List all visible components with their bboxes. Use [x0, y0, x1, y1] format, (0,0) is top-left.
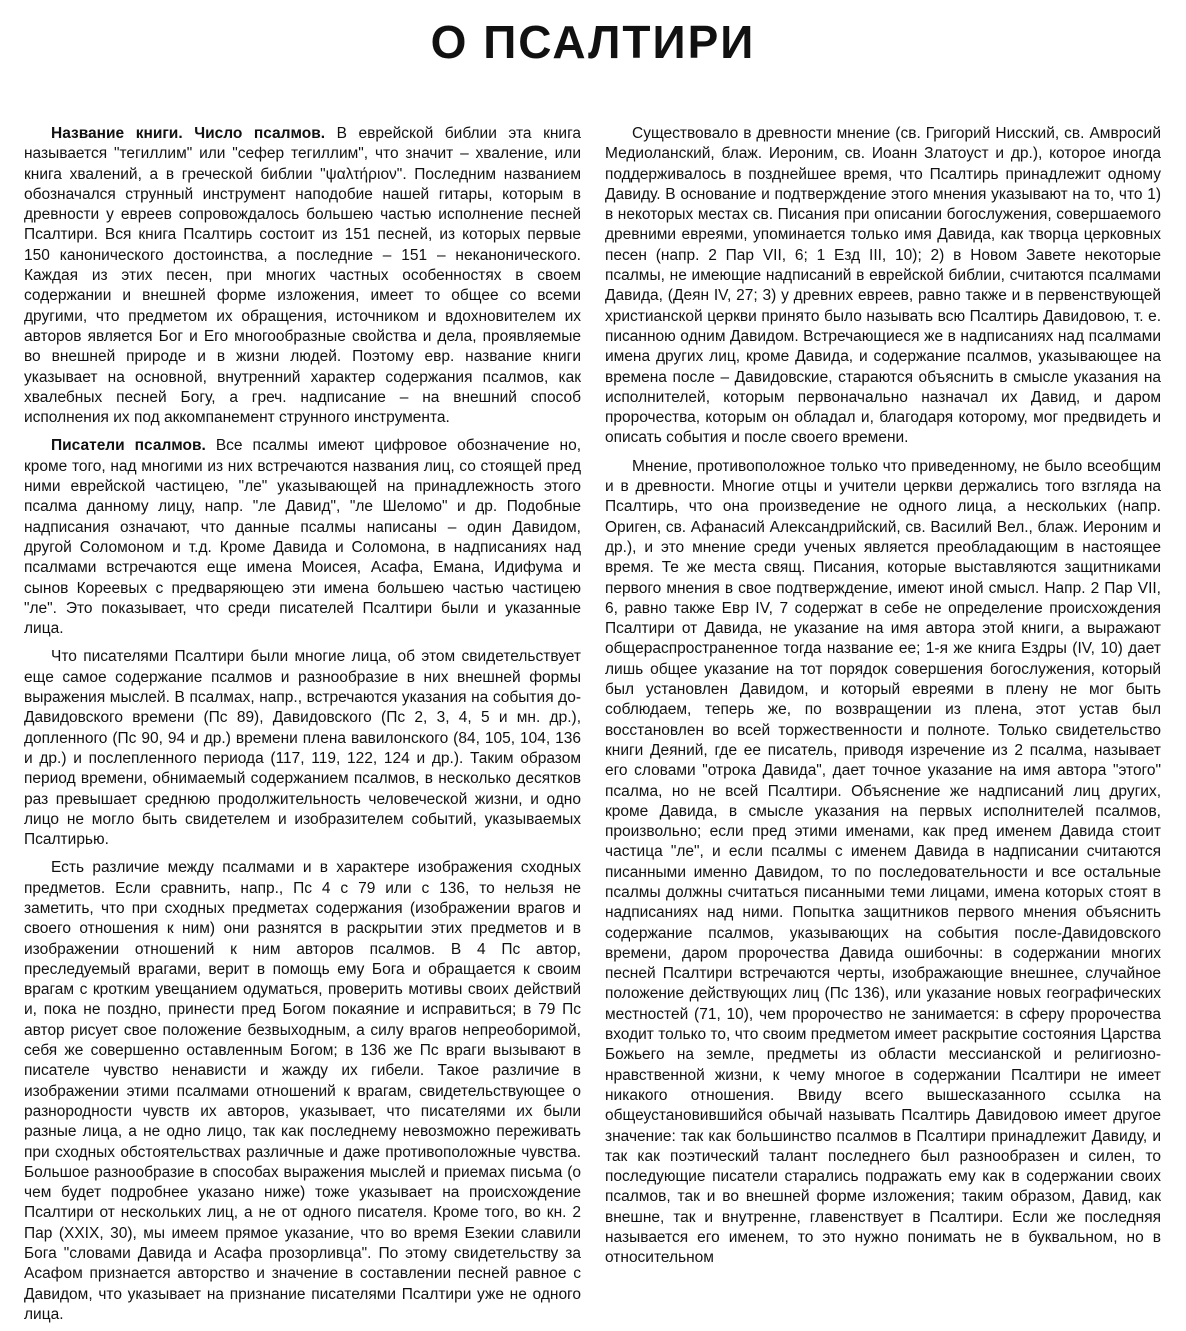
paragraph: [24, 436, 581, 639]
section-heading: Название книги. Число псалмов.: [51, 125, 326, 142]
left-column: [24, 124, 581, 1325]
paragraph-text: Что писателями Псалтири были многие лица, об этом свидетельствует еще самое содержание псалмов и разнообразие в них внешней формы выражения мыслей. В псалмах, напр., встречаются указания на события до-Давидовского времени (Пс 89), Давидовского (Пс 2, 3, 4, 5 и мн. др.), допленного (Пс 90, 94 и др.) времени плена вавилонского (84, 105, 104, 136 и др.) и послепленного периода (117, 119, 122, 124 и др.). Таким образом период времени, обнимаемый содержанием псалмов, в несколько десятков раз превышает среднюю продолжительность человеческой жизни, и одно лицо не могло быть свидетелем и изобразителем событий, указываемых Псалтирью.: [24, 648, 581, 849]
paragraph-text: Есть различие между псалмами и в характере изображения сходных предметов. Если сравнить, напр., Пс 4 с 79 или с 136, то нельзя не заметить, что при сходных предметах содержания (изображении врагов и своего отношения к ним) они разнятся в раскрытии этих предметов и в изображении отношений к ним авторов псалмов. В 4 Пс автор, преследуемый врагами, верит в помощь ему Бога и обращается к своим врагам с кротким увещанием одуматься, проверить мотивы своих действий и, пока не поздно, принести пред Богом покаяние и исправиться; в 79 Пс автор рисует свое положение безвыходным, а силу врагов непреоборимой, себя же совершенно оставленным Богом; в 136 же Пс враги вызывают в писателе чувство ненависти и жажду их гибели. Такое различие в изображении этими псалмами отношений к врагам, свидетельствующее о разнородности чувств их авторов, указывает, что писателями их были разные лица, а не одно лицо, так как последнему невозможно переживать при сходных обстоятельствах различные и даже противоположные чувства. Большое разнообразие в способах выражения мыслей и приемах письма (о чем будет подробнее указано ниже) тоже указывает на происхождение Псалтири от нескольких лиц, а не от одного писателя. Кроме того, во кн. 2 Пар (XXIX, 30), мы имеем прямое указание, что во время Езекии славили Бога "словами Давида и Асафа прозорливца". По этому свидетельству за Асафом признается авторство и значение в составлении песней равное с Давидом, что указывает на признание писателями Псалтири уже не одного лица.: [24, 859, 581, 1323]
paragraph: [605, 124, 1161, 449]
paragraph-text: Существовало в древности мнение (св. Григорий Нисский, св. Амвросий Медиоланский, блаж. Иероним, св. Иоанн Златоуст и др.), которое иногда поддерживалось в позднейшее время, что Псалтирь принадлежит одному Давиду. В основание и подтверждение этого мнения указывают на то, что 1) в некоторых местах св. Писания при описании богослужения, совершаемого древними евреями, упоминается только имя Давида, как творца церковных песен (напр. 2 Пар VII, 6; 1 Езд III, 10); 2) в Новом Завете некоторые псалмы, не имеющие надписаний в еврейской библии, считаются псалмами Давида, (Деян IV, 27; 3) у древних евреев, равно также и в первенствующей христианской церкви принято было называть всю Псалтирь Давидовою, т. е. писанною одним Давидом. Встречающиеся же в надписаниях над псалмами имена других лиц, кроме Давида, и содержание псалмов, указывающее на времена после – Давидовские, стараются объяснить в смысле указания на исполнителей, которым первоначально назначал их Давид, и даром пророчества, которым он обладал и, благодаря которому, мог предвидеть и описать события и после своего времени.: [605, 125, 1161, 447]
paragraph: [24, 124, 581, 428]
paragraph: [24, 858, 581, 1325]
paragraph: [605, 457, 1161, 1269]
paragraph-text: В еврейской библии эта книга называется "тегиллим" или "сефер тегиллим", что значит – хваление, или книга хвалений, а в греческой библии "ψαλτήριον". Последним названием обозначался струнный инструмент наподобие нашей гитары, которым в древности у евреев сопровождалось большею частью исполнение песней Псалтири. Вся книга Псалтирь состоит из 151 песней, из которых первые 150 канонического достоинства, а последние – 151 – неканонического. Каждая из этих песен, при многих частных особенностях в своем содержании и внешней форме изложения, имеет то общее со всеми другими, что предметом их обращения, источником и вдохновителем их авторов является Бог и Его многообразные свойства и дела, проявляемые во внешней природе и в жизни людей. Поэтому евр. название книги указывает на основной, внутренний характер содержания псалмов, как хвалебных песней Богу, а греч. надписание – на внешний способ исполнения их под аккомпанемент струнного инструмента.: [24, 125, 582, 427]
section-heading: Писатели псалмов.: [51, 437, 206, 455]
right-column: [605, 124, 1161, 1269]
paragraph-text: Все псалмы имеют цифровое обозначение но, кроме того, над многими из них встречаются названия лиц, со стоящей пред ними еврейской частицею, "ле" указывающей на принадлежность этого псалма данному лицу, напр. "ле Давид", "ле Шеломо" и др. Подобные надписания означают, что данные псалмы написаны – один Давидом, другой Соломоном и т.д. Кроме Давида и Соломона, в надписаниях над псалмами встречаются еще имена Моисея, Асафа, Емана, Идифума и сынов Кореевых с предваряющею эти имена большею частью частицею "ле". Это показывает, что среди писателей Псалтири были и указанные лица.: [24, 437, 581, 638]
paragraph-text: Мнение, противоположное только что приведенному, не было всеобщим и в древности. Многие отцы и учители церкви держались того взгляда на Псалтирь, что она произведение не одного лица, а нескольких (напр. Ориген, св. Афанасий Александрийский, св. Василий Вел., блаж. Иероним и др.), и это мнение среди ученых является преобладающим в настоящее время. Те же места свящ. Писания, которые выставляются защитниками первого мнения в свое подтверждение, имеют иной смысл. Напр. 2 Пар VII, 6, равно также Евр IV, 7 содержат в себе не определение происхождения Псалтири от Давида, не указание на имя автора этой книги, а выражают общераспространенное тогда название ее; 1-я же книга Ездры (IV, 10) дает лишь общее указание на тот порядок совершения богослужения, который был установлен Давидом, и который евреями в плену не мог быть соблюдаем, теперь же, по возвращении из плена, этот устав был восстановлен во всей торжественности и полноте. Только свидетельство книги Деяний, где ее писатель, приводя изречение из 2 псалма, называет его словами "отрока Давида", дает точное указание на имя автора "этого" псалма, но не всей Псалтири. Объяснение же надписаний лиц других, кроме Давида, в смысле указания на первых исполнителей псалмов, произвольно; если пред этими именами, как пред именем Давида стоит частица "ле", и если псалмы с именем Давида в надписании считаются писанными именно Давидом, то по последовательности и все остальные псалмы должны считаться писанными теми лицами, имена которых стоят в надписаниях над ними. Попытка защитников первого мнения объяснить содержание псалмов, указывающих на события после-Давидовского времени, даром пророчества Давида ошибочны: в содержании многих песней Псалтири встречаются черты, изображающие внешнее, случайное положение действующих лиц (Пс 136), или указание новых географических местностей (71, 10), чем пророчество не занимается: в сферу пророчества входит только то, что своим предметом имеет раскрытие состояния Царства Божьего на земле, предметы из области мессианской и религиозно-нравственной жизни, к чему многое в содержании Псалтири не имеет никакого отношения. Ввиду всего вышесказанного ссылка на общеустановившийся обычай называть Псалтирь Давидовою имеет другое значение: так как большинство псалмов в Псалтири принадлежит Давиду, и так как поэтический талант последнего был разнообразен и силен, то последующие писатели старались подражать ему как в содержании своих псалмов, так и во внешней форме изложения; таким образом, Давид, как внешне, так и внутренне, главенствует в Псалтири. Если же последняя называется его именем, то это нужно понимать не в буквальном, но в относительном: [605, 457, 1161, 1267]
paragraph: [24, 647, 581, 850]
page-title: О ПСАЛТИРИ: [430, 16, 756, 68]
